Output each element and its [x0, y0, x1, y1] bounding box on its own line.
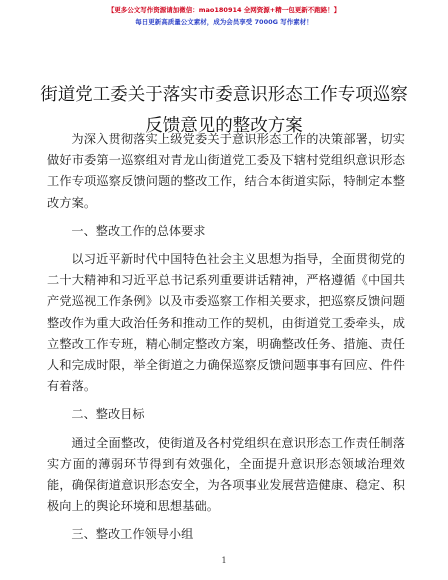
section-heading-2: 二、整改目标 — [71, 407, 145, 422]
section-1-paragraph: 以习近平新时代中国特色社会主义思想为指导，全面贯彻党的二十大精神和习近平总书记系列重要讲话精神，严格遵循《中国共产党巡视工作条例》以及市委巡察工作相关要求，把巡察反馈问题整改作为重大政治任务和推动工作的契机，由街道党工委牵头，成立整改工作专班，精心制定整改方案，明确整改任务、措施、责任人和完成时限，举全街道之力确保巡察反馈问题事事有回应、件件有着落。 — [47, 252, 405, 394]
section-heading-3: 三、整改工作领导小组 — [71, 527, 194, 542]
promo-banner-line-1: 【更多公文写作资源请加微信：mao180914 全网资源+精一包更新不跑路！】 — [107, 6, 341, 14]
intro-paragraph: 为深入贯彻落实上级党委关于意识形态工作的决策部署，切实做好市委第一巡察组对青龙山街道党工委及下辖村党组织意识形态工作专项巡察反馈问题的整改工作，结合本街道实际，特制定本整改方案。 — [47, 132, 405, 210]
section-heading-1: 一、整改工作的总体要求 — [71, 223, 206, 238]
section-2-paragraph: 通过全面整改，使街道及各村党组织在意识形态工作责任制落实方面的薄弱环节得到有效强化，全面提升意识形态领域治理效能，确保街道意识形态安全，为各项事业发展营造健康、稳定、积极向上的舆论环境和思想基础。 — [47, 435, 405, 514]
promo-banner — [0, 4, 448, 28]
promo-banner-line-2: 每日更新高质量公文素材，成为会员享受 7000G 写作素材！ — [135, 18, 313, 26]
page-number: 1 — [221, 556, 227, 565]
document-title: 街道党工委关于落实市委意识形态工作专项巡察反馈意见的整改方案 — [40, 85, 408, 136]
document-body — [47, 129, 405, 553]
